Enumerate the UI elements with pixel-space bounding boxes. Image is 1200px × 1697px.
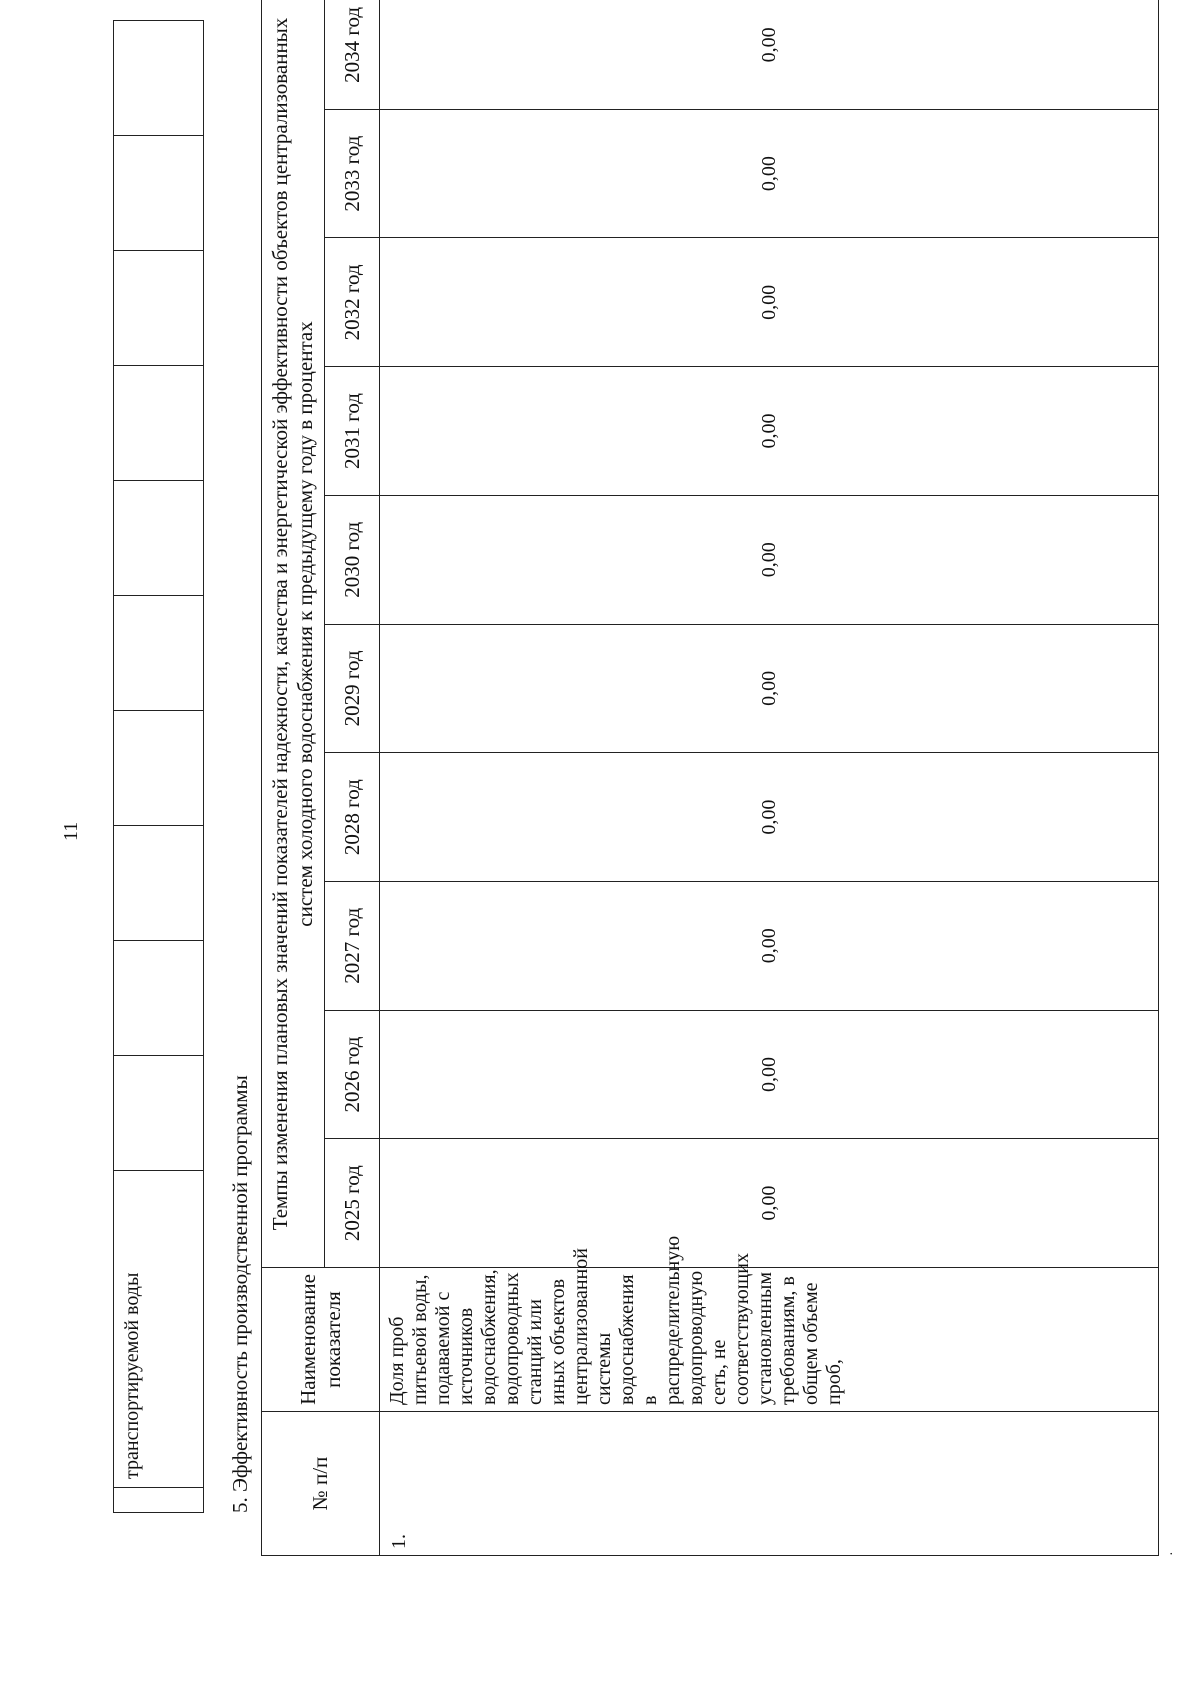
col-header-year: 2031 год xyxy=(325,367,380,496)
table-cell xyxy=(114,1056,204,1171)
value-cell: 0,00 xyxy=(380,0,1159,109)
col-header-year: 2025 год xyxy=(325,1139,380,1268)
value-cell: 0,00 xyxy=(380,495,1159,624)
table-cell xyxy=(114,21,204,136)
col-header-name: Наименование показателя xyxy=(262,1268,380,1412)
row-number: 1. xyxy=(380,1412,1159,1556)
table-header-row xyxy=(262,0,325,1556)
col-header-number: № п/п xyxy=(262,1412,380,1556)
value-cell: 0,00 xyxy=(380,367,1159,496)
value-cell: 0,00 xyxy=(380,1010,1159,1139)
value-cell: 0,00 xyxy=(380,624,1159,753)
section-title: 5. Эффективность производственной программы xyxy=(228,1075,252,1513)
table-cell xyxy=(114,366,204,481)
page-number: 11 xyxy=(60,821,82,841)
table-cell xyxy=(114,711,204,826)
table-cell xyxy=(114,941,204,1056)
value-cell: 0,00 xyxy=(380,1139,1159,1268)
table-cell xyxy=(114,1488,204,1513)
value-cell: 0,00 xyxy=(380,109,1159,238)
indicator-name: Доля проб питьевой воды, подаваемой с источников водоснабжения, водопроводных станций или иных объектов централизованной системы водоснабжения в распределительную водопроводную сеть, не соответствующих установленным требованиям, в общем объеме проб, xyxy=(380,1268,1159,1412)
previous-table-fragment xyxy=(113,20,204,1513)
col-header-year: 2032 год xyxy=(325,238,380,367)
value-cell: 0,00 xyxy=(380,881,1159,1010)
table-cell xyxy=(114,596,204,711)
efficiency-table xyxy=(261,0,1159,1556)
table-cell xyxy=(114,251,204,366)
col-header-year: 2033 год xyxy=(325,109,380,238)
table-cell xyxy=(114,481,204,596)
value-cell: 0,00 xyxy=(380,238,1159,367)
table-cell: транспортируемой воды xyxy=(114,1171,204,1488)
table-cell xyxy=(114,826,204,941)
col-header-year: 2034 год xyxy=(325,0,380,109)
col-header-year: 2026 год xyxy=(325,1010,380,1139)
table-row xyxy=(380,0,1159,1556)
margin-dot: · xyxy=(1165,1551,1180,1556)
col-header-group: Темпы изменения плановых значений показателей надежности, качества и энергетической эффективности объектов централизованных систем холодного водоснабжения к предыдущему году в процентах xyxy=(262,0,325,1268)
value-cell: 0,00 xyxy=(380,753,1159,882)
table-row xyxy=(114,21,204,1513)
col-header-year: 2027 год xyxy=(325,881,380,1010)
col-header-year: 2029 год xyxy=(325,624,380,753)
col-header-year: 2028 год xyxy=(325,753,380,882)
col-header-year: 2030 год xyxy=(325,495,380,624)
table-cell xyxy=(114,136,204,251)
